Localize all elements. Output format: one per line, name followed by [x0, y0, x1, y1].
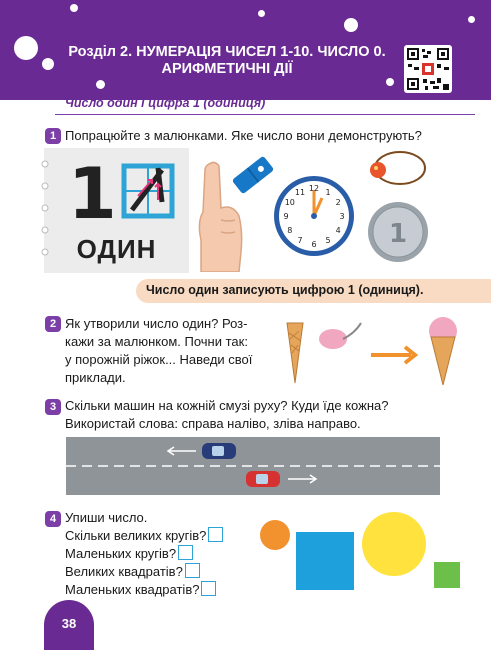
task-4-question: [65, 527, 223, 545]
task-1-number: 1: [45, 128, 61, 144]
decorative-dot: [386, 78, 394, 86]
decorative-dot: [468, 16, 475, 23]
topic-title: Число один і цифра 1 (одиниця): [65, 96, 266, 110]
answer-box[interactable]: [201, 581, 216, 596]
task-4-title: Упиши число.: [65, 510, 148, 525]
task-3-text: [65, 397, 475, 433]
answer-box[interactable]: [208, 527, 223, 542]
digit-grid-icon: [118, 160, 178, 222]
decorative-dot: [42, 58, 54, 70]
task-2-number: 2: [45, 316, 61, 332]
answer-box[interactable]: [185, 563, 200, 578]
small-circle-shape: [260, 520, 290, 550]
clock-number: 11: [294, 187, 306, 197]
task-4-question: [65, 581, 216, 599]
page-number: 38: [61, 616, 77, 631]
task-2-line: кажи за малюнком. Почни так:: [65, 334, 248, 349]
chapter-header: [0, 0, 491, 100]
rule-text: Число один записують цифрою 1 (одиниця).: [146, 283, 424, 297]
task-3-line: Скільки машин на кожній смузі руху? Куди їде кожна?: [65, 398, 389, 413]
road-illustration: [66, 437, 440, 495]
question-small-circles: Маленьких кругів?: [65, 546, 177, 561]
rule-banner: [136, 279, 491, 303]
task-1-text: Попрацюйте з малюнками. Яке число вони демонструють?: [65, 128, 422, 143]
large-square-shape: [296, 532, 354, 590]
clock-icon: [272, 174, 356, 258]
qr-code-icon[interactable]: [404, 45, 452, 93]
decorative-dot: [96, 80, 105, 89]
clock-number: 10: [284, 198, 295, 207]
small-square-shape: [434, 562, 460, 588]
task-2-text: [65, 315, 280, 387]
clock-number: 2: [335, 198, 341, 207]
chapter-title: Розділ 2. НУМЕРАЦІЯ ЧИСЕЛ 1-10. ЧИСЛО 0. АРИФМЕТИЧНІ ДІЇ: [68, 44, 386, 77]
clock-number: 12: [308, 184, 320, 193]
number-word: ОДИН: [76, 234, 157, 264]
clock-number: 4: [335, 226, 341, 235]
task-4-question: [65, 563, 200, 581]
decorative-dot: [258, 10, 265, 17]
ice-cream-illustration: [283, 315, 483, 387]
task-3-number: 3: [45, 399, 61, 415]
clock-number: 7: [297, 236, 303, 246]
clock-number: 1: [325, 187, 331, 197]
task-4-number: 4: [45, 511, 61, 527]
page-number-tab: [44, 600, 94, 650]
coin-icon: [366, 200, 430, 264]
topic-bar: [55, 96, 475, 115]
bead-necklace-icon: [364, 148, 428, 190]
clock-number: 6: [311, 240, 317, 249]
clock-number: 9: [283, 212, 289, 221]
question-small-squares: Маленьких квадратів?: [65, 582, 200, 597]
task-4-question: [65, 545, 193, 563]
coin-value: 1: [388, 219, 408, 249]
clock-number: 3: [339, 212, 345, 221]
decorative-dot: [70, 4, 78, 12]
task-3-line: Використай слова: справа наліво, зліва направо.: [65, 416, 361, 431]
clock-number: 5: [325, 236, 331, 246]
task-2-line: Як утворили число один? Роз-: [65, 316, 248, 331]
decorative-dot: [344, 18, 358, 32]
question-large-circles: Скільки великих кругів?: [65, 528, 207, 543]
task-2-line: у порожній ріжок... Наведи свої: [65, 352, 253, 367]
task-2-line: приклади.: [65, 370, 126, 385]
digit-one-card: [44, 148, 189, 273]
decorative-dot: [14, 36, 38, 60]
domino-icon: [229, 152, 277, 198]
question-large-squares: Великих квадратів?: [65, 564, 183, 579]
clock-number: 8: [287, 226, 293, 235]
answer-box[interactable]: [178, 545, 193, 560]
digit-one: 1: [68, 153, 117, 235]
large-circle-shape: [362, 512, 426, 576]
